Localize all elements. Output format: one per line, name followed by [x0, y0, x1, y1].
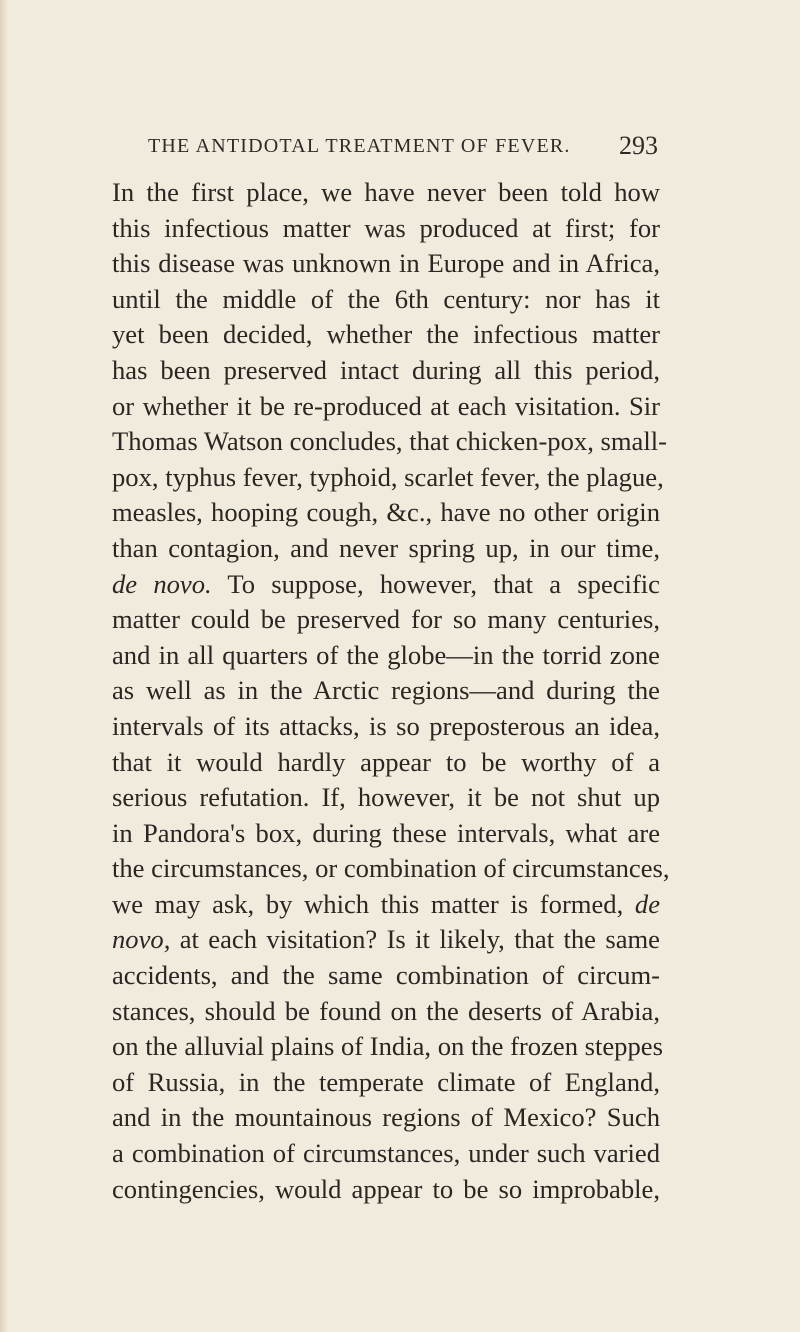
text-line [112, 851, 670, 887]
text-segment: stances, should be found on the deserts of Arabia, [112, 995, 660, 1026]
text-line [112, 709, 660, 745]
text-segment: Thomas Watson concludes, that chicken-pox, small- [112, 426, 667, 457]
text-segment: this disease was unknown in Europe and in Africa, [112, 248, 660, 279]
text-segment: the circumstances, or combination of circumstances, [112, 853, 670, 884]
text-segment: contingencies, would appear to be so improbable, [112, 1173, 660, 1204]
text-segment: on the alluvial plains of India, on the frozen steppes [112, 1031, 663, 1062]
text-segment: as well as in the Arctic regions—and during the [112, 675, 660, 706]
italic-phrase: novo, [112, 924, 171, 955]
text-line [112, 424, 667, 460]
text-line [112, 816, 660, 852]
text-line [112, 211, 660, 247]
running-title: THE ANTIDOTAL TREATMENT OF FEVER. [148, 135, 571, 157]
text-segment: In the first place, we have never been told how [112, 177, 660, 207]
italic-phrase: de novo. [112, 568, 212, 599]
text-segment: measles, hooping cough, &c., have no other origin [112, 497, 660, 528]
text-segment: To suppose, however, that a specific [211, 568, 660, 599]
text-line [112, 567, 660, 603]
text-segment: until the middle of the 6th century: nor has it [112, 283, 660, 314]
text-line [112, 1136, 660, 1172]
text-segment: intervals of its attacks, is so preposterous an idea, [112, 710, 660, 741]
text-segment: in Pandora's box, during these intervals, what are [112, 817, 660, 848]
text-segment: matter could be preserved for so many centuries, [112, 604, 660, 635]
text-segment: pox, typhus fever, typhoid, scarlet fever, the plague, [112, 461, 664, 492]
text-line [112, 175, 660, 211]
text-segment: of Russia, in the temperate climate of England, [112, 1066, 660, 1097]
page-number: 293 [619, 131, 658, 160]
text-line [112, 745, 660, 781]
text-segment: and in all quarters of the globe—in the torrid zone [112, 639, 660, 670]
text-line [112, 317, 660, 353]
text-line [112, 246, 660, 282]
text-line [112, 460, 664, 496]
text-segment: we may ask, by which this matter is formed, [112, 888, 635, 919]
text-segment: than contagion, and never spring up, in our time, [112, 532, 660, 563]
text-line [112, 638, 660, 674]
page-gutter-shadow [0, 0, 8, 1332]
text-segment: accidents, and the same combination of circum- [112, 960, 660, 991]
text-line [112, 1100, 660, 1136]
text-segment: at each visitation? Is it likely, that the same [170, 924, 660, 955]
text-segment: a combination of circumstances, under such varied [112, 1138, 660, 1169]
text-line [112, 602, 660, 638]
text-line [112, 780, 660, 816]
text-segment: serious refutation. If, however, it be not shut up [112, 782, 660, 813]
text-segment: or whether it be re-produced at each visitation. Sir [112, 390, 660, 421]
text-line [112, 282, 660, 318]
running-head [148, 131, 658, 165]
text-line [112, 495, 660, 531]
text-line [112, 1029, 663, 1065]
text-segment: yet been decided, whether the infectious matter [112, 319, 660, 350]
text-line [112, 1172, 660, 1208]
text-segment: this infectious matter was produced at first; for [112, 212, 660, 243]
text-line [112, 994, 660, 1030]
text-line [112, 531, 660, 567]
text-line [112, 389, 660, 425]
text-line [112, 887, 660, 923]
text-line [112, 353, 660, 389]
body-text [112, 175, 670, 1207]
text-line [112, 673, 660, 709]
text-line [112, 922, 660, 958]
text-segment: has been preserved intact during all this period, [112, 354, 660, 385]
italic-phrase: de [634, 888, 660, 919]
text-segment: and in the mountainous regions of Mexico? Such [112, 1102, 660, 1133]
text-segment: that it would hardly appear to be worthy of a [112, 746, 660, 777]
text-line [112, 1065, 660, 1101]
text-line [112, 958, 660, 994]
